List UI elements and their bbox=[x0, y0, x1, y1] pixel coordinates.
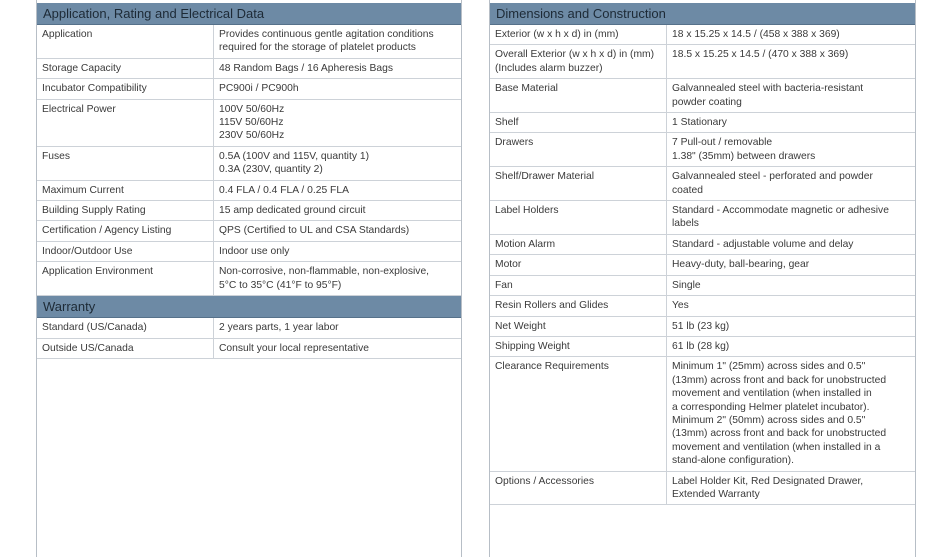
spec-label: Shipping Weight bbox=[490, 336, 667, 356]
warranty-table bbox=[37, 318, 461, 359]
spec-value: 15 amp dedicated ground circuit bbox=[214, 201, 462, 221]
spec-label: Overall Exterior (w x h x d) in (mm) (Includes alarm buzzer) bbox=[490, 45, 667, 79]
spec-value: QPS (Certified to UL and CSA Standards) bbox=[214, 221, 462, 241]
spec-label: Options / Accessories bbox=[490, 471, 667, 505]
electrical-data-table bbox=[37, 25, 461, 296]
spec-value: PC900i / PC900h bbox=[214, 79, 462, 99]
spec-value: Yes bbox=[667, 296, 916, 316]
spec-value: 61 lb (28 kg) bbox=[667, 336, 916, 356]
spec-label: Net Weight bbox=[490, 316, 667, 336]
spec-value: Consult your local representative bbox=[214, 338, 462, 358]
spec-label: Application bbox=[37, 25, 214, 58]
spec-value: Minimum 1" (25mm) across sides and 0.5" (13mm) across front and back for unobstructed movement and ventilation (when installed in a corresponding Helmer platelet incubator). Minimum 2" (50mm) across sides and 0.5" (13mm) across front and back for unobstructed movement and ventilation (when installed in a stand-alone configuration). bbox=[667, 357, 916, 471]
spec-label: Motion Alarm bbox=[490, 234, 667, 254]
spec-value: 1 Stationary bbox=[667, 113, 916, 133]
spec-row bbox=[490, 45, 915, 79]
spec-value: Single bbox=[667, 275, 916, 295]
spec-value: 100V 50/60Hz 115V 50/60Hz 230V 50/60Hz bbox=[214, 99, 462, 146]
spec-row bbox=[37, 241, 461, 261]
spec-value: 18 x 15.25 x 14.5 / (458 x 388 x 369) bbox=[667, 25, 916, 45]
section-header-dimensions: Dimensions and Construction bbox=[490, 3, 915, 25]
spec-label: Storage Capacity bbox=[37, 58, 214, 78]
spec-row bbox=[490, 316, 915, 336]
spec-row bbox=[490, 336, 915, 356]
spec-row bbox=[490, 296, 915, 316]
spec-label: Maximum Current bbox=[37, 180, 214, 200]
spec-row bbox=[37, 221, 461, 241]
spec-row bbox=[490, 234, 915, 254]
spec-value: Provides continuous gentle agitation conditions required for the storage of platelet products bbox=[214, 25, 462, 58]
spec-value: Galvannealed steel with bacteria-resistant powder coating bbox=[667, 79, 916, 113]
spec-label: Indoor/Outdoor Use bbox=[37, 241, 214, 261]
spec-label: Shelf bbox=[490, 113, 667, 133]
spec-row bbox=[490, 167, 915, 201]
spec-value: 0.5A (100V and 115V, quantity 1) 0.3A (230V, quantity 2) bbox=[214, 146, 462, 180]
spec-row bbox=[490, 471, 915, 505]
spec-row bbox=[490, 275, 915, 295]
spec-row bbox=[37, 318, 461, 338]
spec-row bbox=[37, 201, 461, 221]
spec-value: Indoor use only bbox=[214, 241, 462, 261]
spec-row bbox=[37, 180, 461, 200]
spec-label: Electrical Power bbox=[37, 99, 214, 146]
spec-label: Base Material bbox=[490, 79, 667, 113]
spec-row bbox=[37, 79, 461, 99]
spec-label: Building Supply Rating bbox=[37, 201, 214, 221]
spec-value: Galvannealed steel - perforated and powder coated bbox=[667, 167, 916, 201]
spec-label: Outside US/Canada bbox=[37, 338, 214, 358]
spec-value: Heavy-duty, ball-bearing, gear bbox=[667, 255, 916, 275]
spec-row bbox=[490, 79, 915, 113]
dimensions-table bbox=[490, 25, 915, 505]
spec-value: Standard - Accommodate magnetic or adhesive labels bbox=[667, 201, 916, 235]
spec-row bbox=[490, 113, 915, 133]
spec-label: Fuses bbox=[37, 146, 214, 180]
spec-label: Incubator Compatibility bbox=[37, 79, 214, 99]
spec-row bbox=[37, 146, 461, 180]
spec-value: 2 years parts, 1 year labor bbox=[214, 318, 462, 338]
spec-row bbox=[37, 338, 461, 358]
spec-row bbox=[490, 255, 915, 275]
spec-label: Label Holders bbox=[490, 201, 667, 235]
spec-label: Exterior (w x h x d) in (mm) bbox=[490, 25, 667, 45]
spec-label: Drawers bbox=[490, 133, 667, 167]
spec-value: Non-corrosive, non-flammable, non-explosive, 5°C to 35°C (41°F to 95°F) bbox=[214, 262, 462, 296]
spec-row bbox=[490, 201, 915, 235]
spec-value: 18.5 x 15.25 x 14.5 / (470 x 388 x 369) bbox=[667, 45, 916, 79]
spec-label: Motor bbox=[490, 255, 667, 275]
spec-value: Label Holder Kit, Red Designated Drawer, Extended Warranty bbox=[667, 471, 916, 505]
spec-row bbox=[37, 25, 461, 58]
spec-label: Standard (US/Canada) bbox=[37, 318, 214, 338]
section-header-warranty: Warranty bbox=[37, 296, 461, 318]
spec-row bbox=[490, 25, 915, 45]
spec-label: Certification / Agency Listing bbox=[37, 221, 214, 241]
spec-label: Clearance Requirements bbox=[490, 357, 667, 471]
spec-row bbox=[490, 357, 915, 471]
spec-value: 0.4 FLA / 0.4 FLA / 0.25 FLA bbox=[214, 180, 462, 200]
electrical-data-panel bbox=[37, 3, 461, 359]
section-header-electrical: Application, Rating and Electrical Data bbox=[37, 3, 461, 25]
spec-row bbox=[37, 99, 461, 146]
spec-label: Fan bbox=[490, 275, 667, 295]
spec-row bbox=[37, 58, 461, 78]
spec-row bbox=[490, 133, 915, 167]
spec-value: Standard - adjustable volume and delay bbox=[667, 234, 916, 254]
spec-value: 48 Random Bags / 16 Apheresis Bags bbox=[214, 58, 462, 78]
spec-value: 7 Pull-out / removable 1.38" (35mm) between drawers bbox=[667, 133, 916, 167]
spec-label: Application Environment bbox=[37, 262, 214, 296]
spec-label: Resin Rollers and Glides bbox=[490, 296, 667, 316]
spec-label: Shelf/Drawer Material bbox=[490, 167, 667, 201]
dimensions-panel bbox=[490, 3, 915, 505]
spec-value: 51 lb (23 kg) bbox=[667, 316, 916, 336]
spec-row bbox=[37, 262, 461, 296]
